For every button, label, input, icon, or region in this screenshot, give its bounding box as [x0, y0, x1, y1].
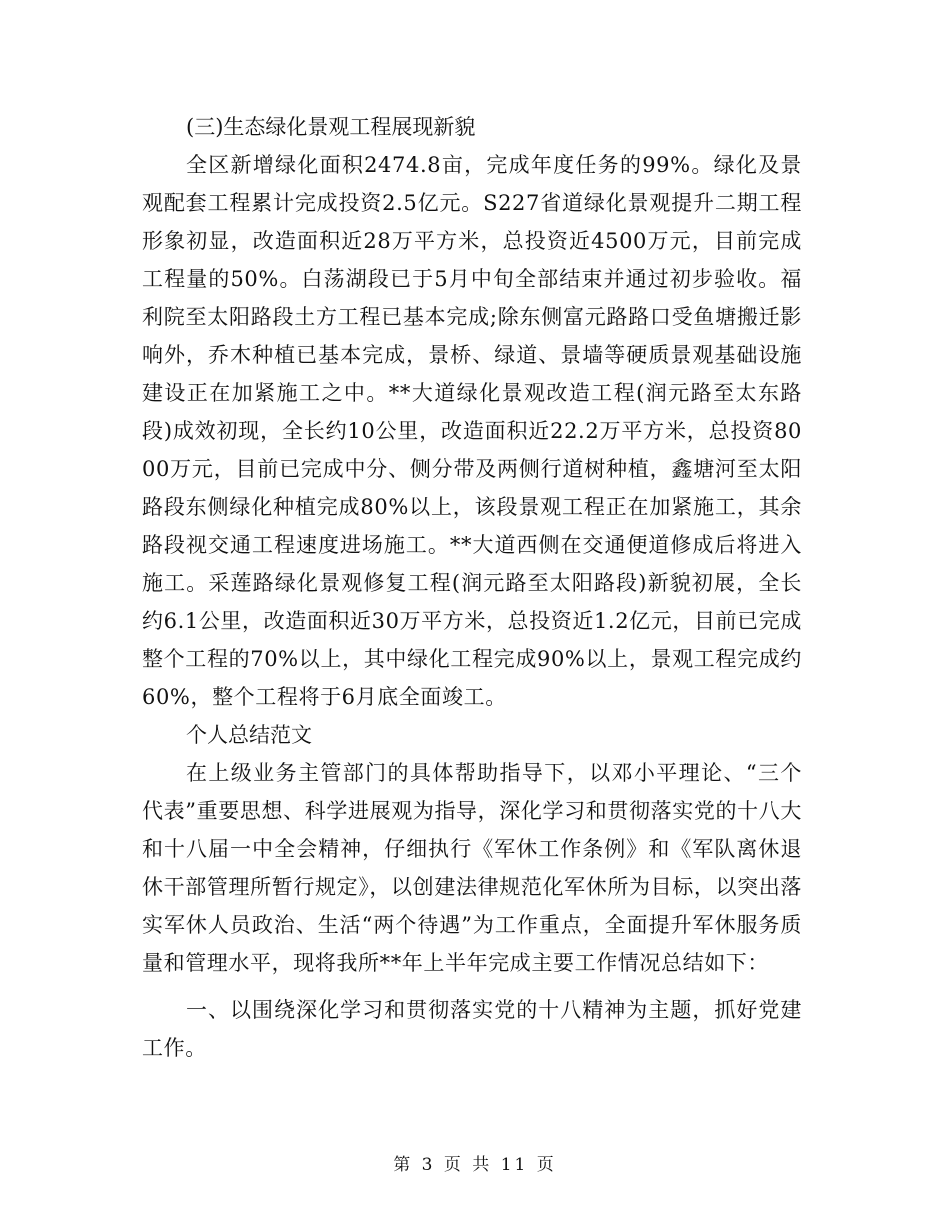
paragraph-greening-project: 全区新增绿化面积2474.8亩，完成年度任务的99%。绿化及景观配套工程累计完成投资2.5亿元。S227省道绿化景观提升二期工程形象初显，改造面积近28万平方米，总投资近4500万元，目前完成工程量的50%。白荡湖段已于5月中旬全部结束并通过初步验收。福利院至太阳路段土方工程已基本完成;除东侧富元路路口受鱼塘搬迁影响外，乔木种植已基本完成，景桥、绿道、景墙等硬质景观基础设施建设正在加紧施工之中。**大道绿化景观改造工程(润元路至太东路段)成效初现，全长约10公里，改造面积近22.2万平方米，总投资8000万元，目前已完成中分、侧分带及两侧行道树种植，鑫塘河至太阳路段东侧绿化种植完成80%以上，该段景观工程正在加紧施工，其余路段视交通工程速度进场施工。**大道西侧在交通便道修成后将进入施工。采莲路绿化景观修复工程(润元路至太阳路段)新貌初展，全长约6.1公里，改造面积近30万平方米，总投资近1.2亿元，目前已完成整个工程的70%以上，其中绿化工程完成90%以上，景观工程完成约60%，整个工程将于6月底全面竣工。	[142, 153, 802, 709]
document-body	[142, 108, 802, 1067]
section-heading: (三)生态绿化景观工程展现新貌	[186, 115, 476, 139]
page-number-footer: 第 3 页 共 11 页	[393, 1155, 557, 1175]
paragraph-summary-intro: 在上级业务主管部门的具体帮助指导下，以邓小平理论、“三个代表”重要思想、科学进展观为指导，深化学习和贯彻落实党的十八大和十八届一中全会精神，仔细执行《军休工作条例》和《军队离休退休干部管理所暂行规定》，以创建法律规范化军休所为目标，以突出落实军休人员政治、生活“两个待遇”为工作重点，全面提升军休服务质量和管理水平，现将我所**年上半年完成主要工作情况总结如下：	[142, 761, 802, 975]
section-title-personal-summary: 个人总结范文	[186, 723, 312, 747]
paragraph-party-building: 一、以围绕深化学习和贯彻落实党的十八精神为主题，抓好党建工作。	[142, 998, 802, 1060]
